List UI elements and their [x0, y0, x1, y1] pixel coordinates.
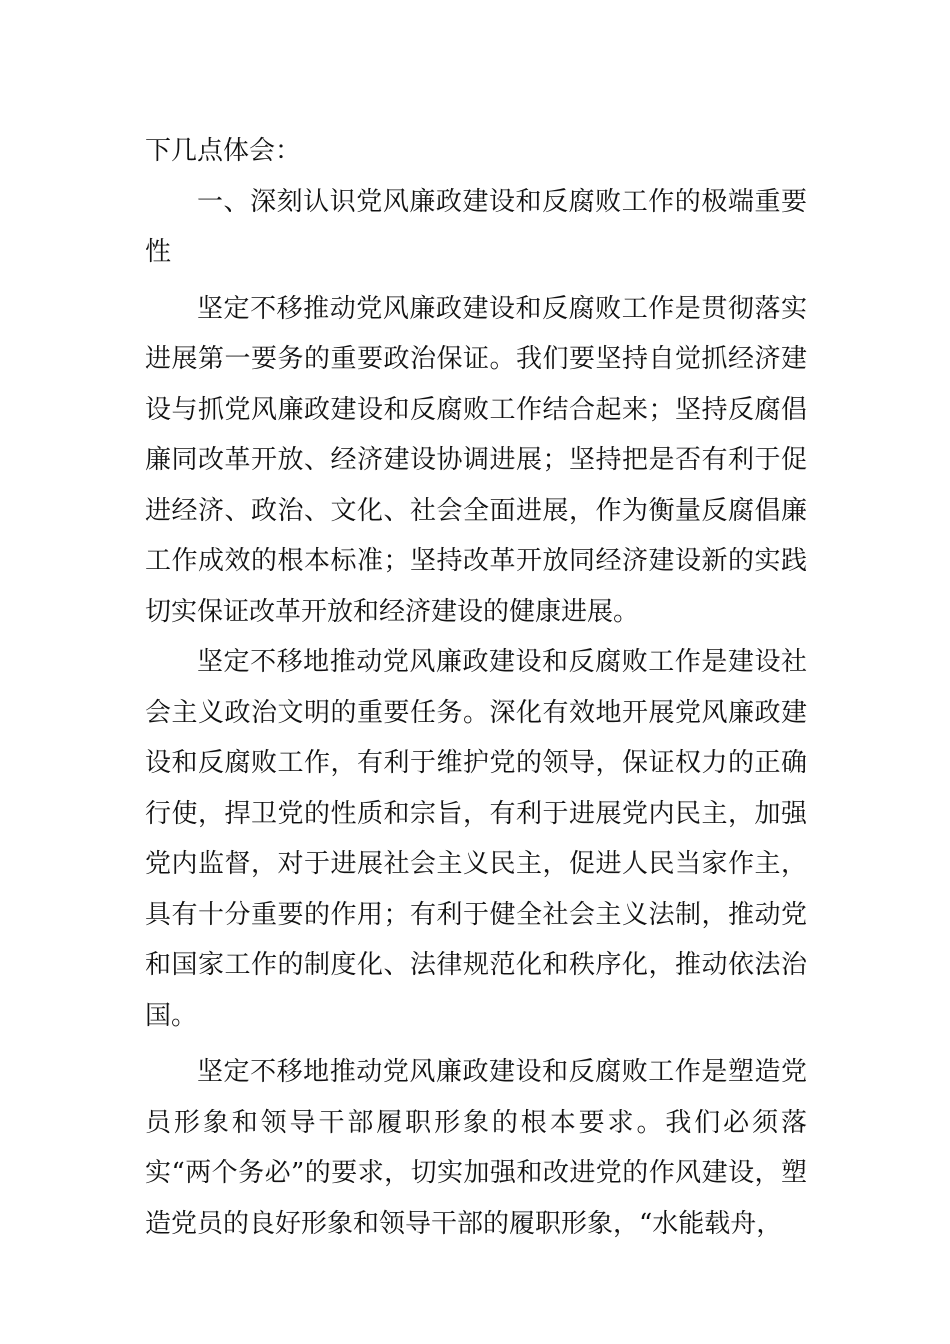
section-heading-1: 一、深刻认识党风廉政建设和反腐败工作的极端重要性: [145, 186, 807, 267]
paragraph-3: 坚定不移地推动党风廉政建设和反腐败工作是塑造党员形象和领导干部履职形象的根本要求。我们必须落实“两个务必”的要求，切实加强和改进党的作风建设，塑造党员的良好形象和领导干部的履职形象，“水能载舟，: [145, 1057, 807, 1239]
paragraph-intro: 下几点体会：: [145, 136, 302, 166]
paragraph-2: 坚定不移地推动党风廉政建设和反腐败工作是建设社会主义政治文明的重要任务。深化有效地开展党风廉政建设和反腐败工作，有利于维护党的领导，保证权力的正确行使，捍卫党的性质和宗旨，有利于进展党内民主，加强党内监督，对于进展社会主义民主，促进人民当家作主，具有十分重要的作用；有利于健全社会主义法制，推动党和国家工作的制度化、法律规范化和秩序化，推动依法治国。: [145, 647, 807, 1031]
paragraph-1: 坚定不移推动党风廉政建设和反腐败工作是贯彻落实进展第一要务的重要政治保证。我们要坚持自觉抓经济建设与抓党风廉政建设和反腐败工作结合起来；坚持反腐倡廉同改革开放、经济建设协调进展；坚持把是否有利于促进经济、政治、文化、社会全面进展，作为衡量反腐倡廉工作成效的根本标准；坚持改革开放同经济建设新的实践切实保证改革开放和经济建设的健康进展。: [145, 293, 807, 627]
document-body: [145, 126, 807, 1249]
